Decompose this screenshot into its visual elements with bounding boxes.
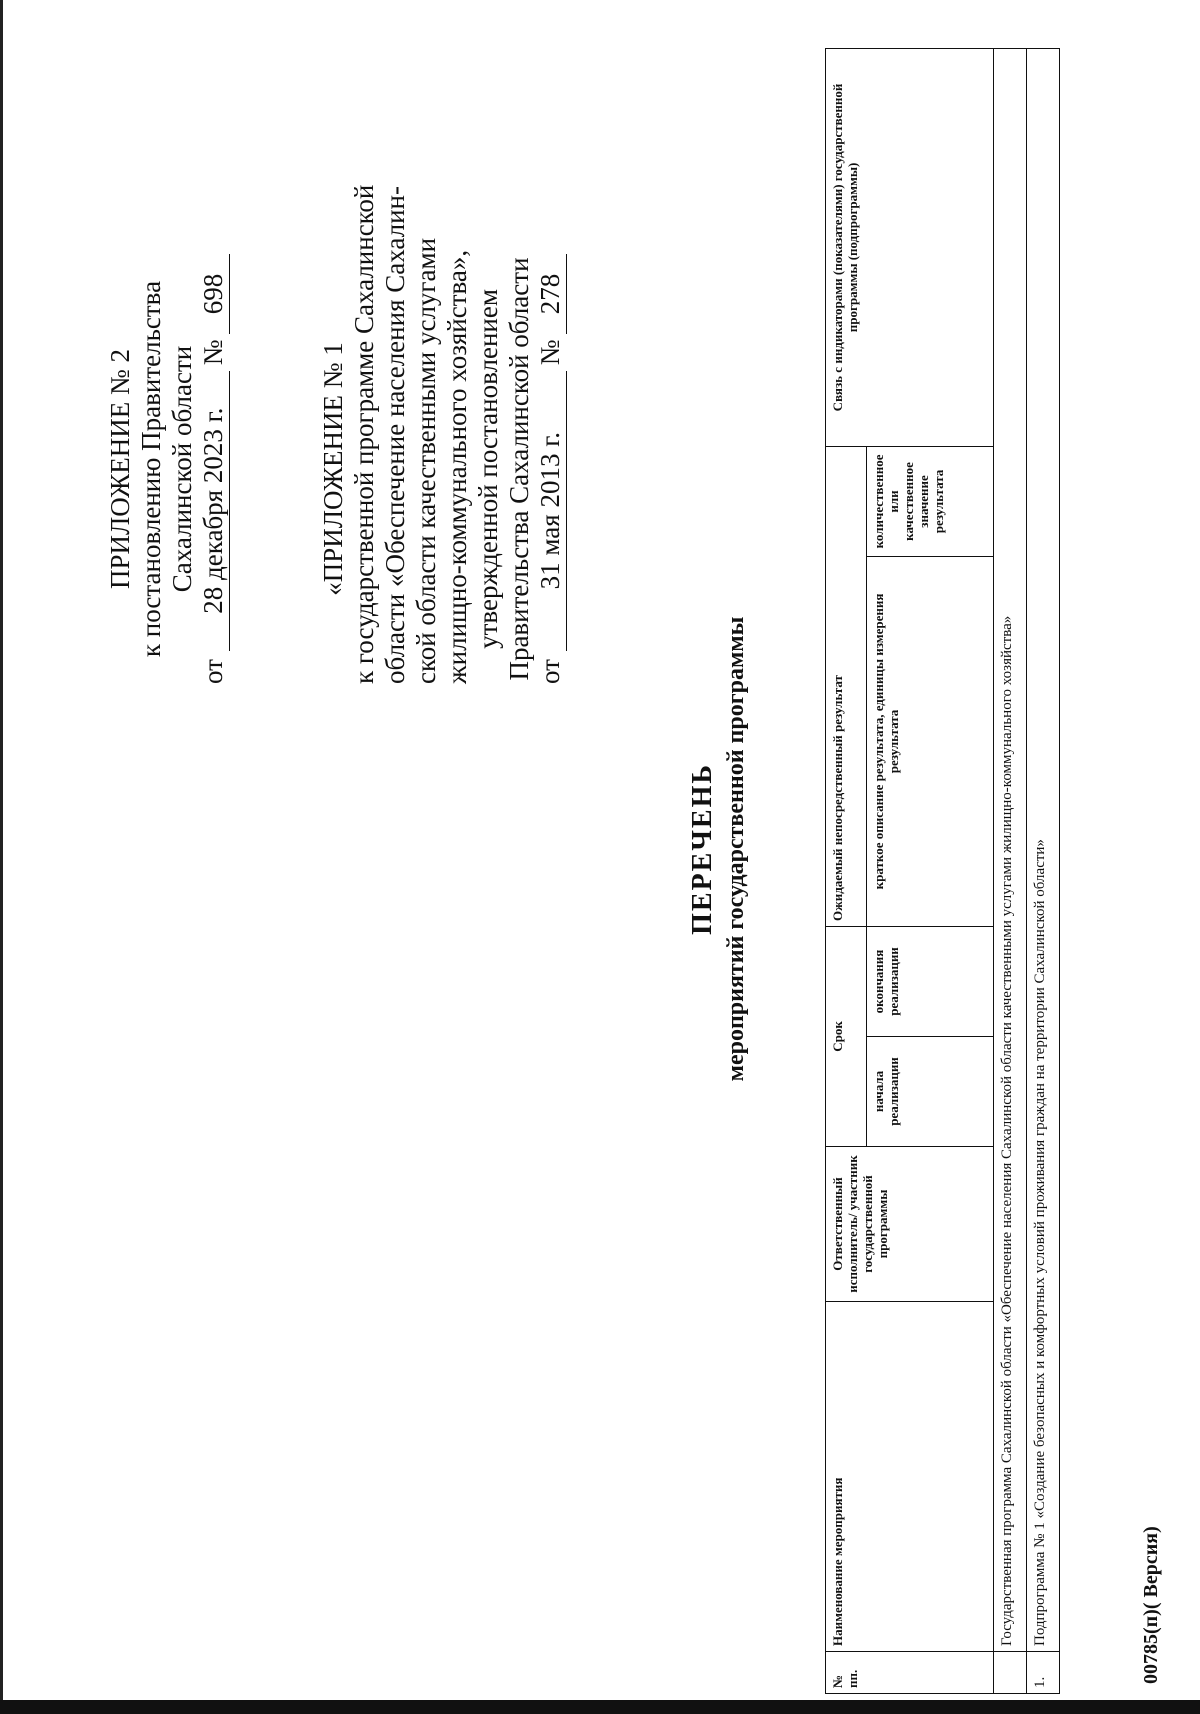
approval-line: области «Обеспечение населения Сахалин- [380, 186, 410, 684]
header-result: Ожидаемый непосредственный результат [826, 446, 867, 926]
document-subtitle: мероприятий государственной программы [723, 616, 749, 1082]
approval-line: ской области качественными услугами [411, 237, 441, 684]
header-indicators: Связь с индикаторами (показателями) государственной программы (подпрограммы) [826, 48, 994, 446]
document-title: ПЕРЕЧЕНЬ [687, 763, 718, 935]
table-header-row [826, 48, 867, 1693]
header-num: № пп. [826, 1652, 994, 1694]
from-label: от [198, 659, 228, 684]
approval-date-line [535, 254, 567, 684]
from-label: от [535, 659, 565, 684]
resolution-date: 31 мая 2013 г. [535, 371, 567, 651]
header-term-end: окончания реализации [867, 926, 994, 1036]
header-term-start: начала реализации [867, 1037, 994, 1147]
document-version-code: 00785(п)( Версия) [1140, 1526, 1162, 1684]
approval-line: жилищно-коммунального хозяйства», [442, 249, 472, 684]
table-row-subprogram [1027, 48, 1060, 1693]
resolution-number: 278 [535, 254, 567, 334]
approval-date-line [198, 254, 230, 684]
measures-table [825, 48, 1060, 1694]
resolution-number: 698 [198, 254, 230, 334]
approval-heading: «ПРИЛОЖЕНИЕ № 1 [318, 342, 348, 596]
table-row-program [994, 48, 1027, 1693]
approval-line: к постановлению Правительства [136, 280, 166, 658]
header-executor: Ответственный исполнитель/ участник государственной программы [826, 1147, 994, 1302]
approval-block-state-program [318, 184, 567, 684]
header-name: Наименование мероприятия [826, 1302, 994, 1652]
approval-line: Правительства Сахалинской области [504, 257, 534, 681]
approval-line: Сахалинской области [167, 345, 197, 593]
header-term: Срок [826, 926, 867, 1146]
subprogram-num-cell: 1. [1027, 1652, 1060, 1694]
program-title-cell: Государственная программа Сахалинской области «Обеспечение населения Сахалинской области качественными услугами жилищно-коммунального хозяйства» [994, 48, 1027, 1651]
approval-heading: ПРИЛОЖЕНИЕ № 2 [105, 348, 135, 590]
header-result-value: количественное или качественное значение результата [867, 446, 994, 556]
number-sign: № [198, 339, 228, 366]
resolution-date: 28 декабря 2023 г. [198, 371, 230, 651]
number-sign: № [535, 339, 565, 366]
approval-line: утвержденной постановлением [473, 289, 503, 649]
approval-block-government-resolution [105, 254, 230, 684]
subprogram-title-cell: Подпрограмма № 1 «Создание безопасных и комфортных условий проживания граждан на территории Сахалинской области» [1027, 48, 1060, 1651]
document-title-block [685, 184, 751, 1514]
approval-line: к государственной программе Сахалинской [349, 184, 379, 684]
header-result-desc: краткое описание результата, единицы измерения результата [867, 556, 994, 926]
program-num-cell [994, 1652, 1027, 1694]
